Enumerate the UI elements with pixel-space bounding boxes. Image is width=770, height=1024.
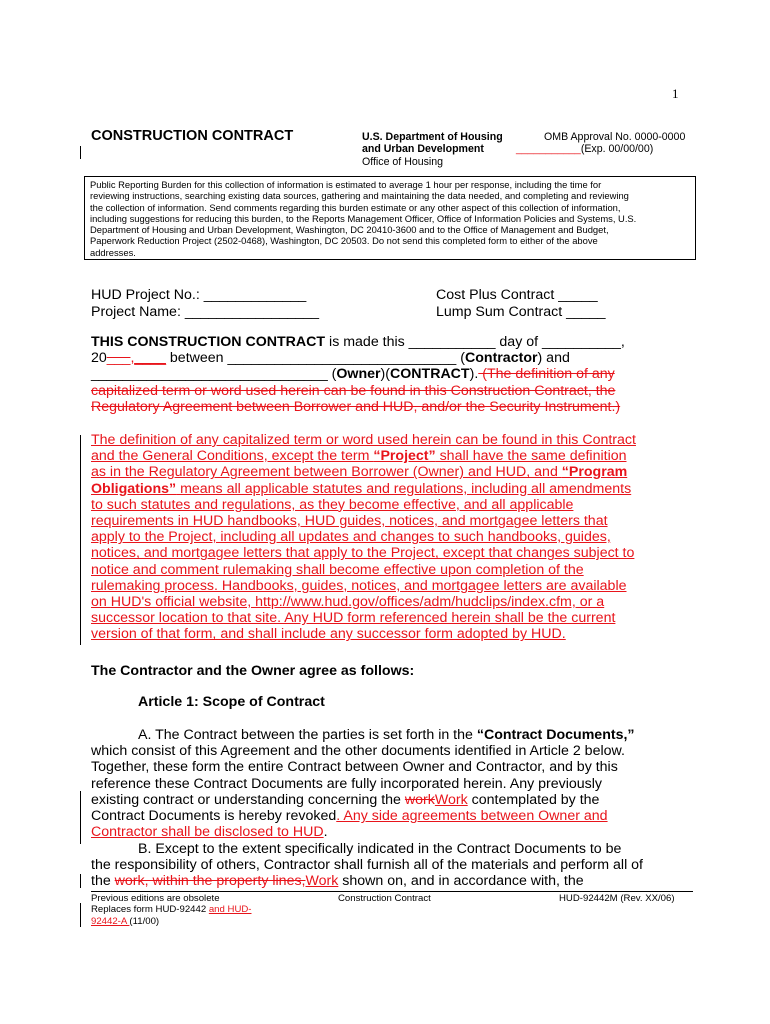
public-burden-statement xyxy=(84,176,696,260)
paragraph-text: Together, these form the entire Contract between Owner and Contractor, and by this xyxy=(91,759,618,776)
burden-line: addresses. xyxy=(90,246,136,258)
definition-line: as in the Regulatory Agreement between Borrower (Owner) and HUD, and xyxy=(91,464,562,481)
deleted-text: capitalized term or word used herein can be found in this Construction Contract, the xyxy=(91,382,616,399)
burden-line: Public Reporting Burden for this collection of information is estimated to average 1 hour per response, including the time for xyxy=(90,179,602,190)
definition-line: notice and comment rulemaking shall become effective upon completion of the xyxy=(91,561,584,578)
change-bar xyxy=(80,791,81,844)
inserted-text: Work xyxy=(434,791,468,808)
footer-text: Previous editions are obsolete xyxy=(91,893,220,904)
paragraph-text: B. Except to the extent specifically indicated in the Contract Documents to be xyxy=(138,841,622,857)
contract-term: CONTRACT xyxy=(390,366,470,383)
definition-line: shall have the same definition xyxy=(435,448,627,465)
paragraph-text: Contract Documents is hereby revoked xyxy=(91,808,337,825)
deleted-text: (The definition of any xyxy=(478,366,615,383)
paragraph-text: existing contract or understanding concerning the xyxy=(91,791,405,808)
inserted-text: , xyxy=(130,350,135,367)
inserted-text: ____ xyxy=(134,350,166,367)
contract-type-fields xyxy=(436,287,606,320)
footer-center: Construction Contract xyxy=(338,893,431,904)
cost-plus-field[interactable]: Cost Plus Contract _____ xyxy=(436,287,598,303)
form-title: CONSTRUCTION CONTRACT xyxy=(91,128,294,144)
owner-term: Owner xyxy=(336,366,381,383)
deleted-text: Regulatory Agreement between Borrower and HUD, and/or the Security Instrument.) xyxy=(91,398,621,415)
inserted-text: Contractor shall be disclosed to HUD xyxy=(91,824,324,841)
deleted-text: work, within the property lines, xyxy=(114,873,306,890)
page-number: 1 xyxy=(672,86,679,101)
definition-line: The definition of any capitalized term or word used herein can be found in this Contract xyxy=(91,432,636,448)
intro-text: 20 xyxy=(91,350,107,367)
burden-line: including suggestions for reducing this burden, to the Reports Management Officer, Office of Information Policies and Systems, U.S. xyxy=(90,212,637,224)
inserted-text: Work xyxy=(305,873,339,890)
agency-line: and Urban Development xyxy=(362,143,484,156)
paragraph-text: contemplated by the xyxy=(467,791,600,808)
definition-line: apply to the Project, including all updates and changes to such handbooks, guides, xyxy=(91,529,611,546)
lump-sum-field[interactable]: Lump Sum Contract _____ xyxy=(436,303,606,320)
deleted-text: ___ xyxy=(106,350,131,367)
change-bar xyxy=(80,146,81,159)
article-1-heading: Article 1: Scope of Contract xyxy=(138,694,325,710)
program-term: “Program xyxy=(561,464,628,481)
burden-line: the collection of information. Send comments regarding this burden estimate or any other aspect of this collection of information, xyxy=(90,201,621,213)
intro-text: ) and xyxy=(537,350,570,367)
footer-text: (11/00) xyxy=(129,915,160,927)
paragraph-text: the responsibility of others, Contractor shall furnish all of the materials and perform all of xyxy=(91,857,643,874)
paragraph-text: reference these Contract Documents are fully incorporated herein. Any previously xyxy=(91,775,603,792)
footer-left xyxy=(91,893,252,927)
footer-form-number: HUD-92442M (Rev. XX/06) xyxy=(559,893,675,904)
paragraph-a xyxy=(91,727,635,840)
paragraph-text: A. The Contract between the parties is set forth in the xyxy=(138,727,477,743)
burden-line: reviewing instructions, searching existing data sources, gathering and maintaining the data needed, and completing and reviewing xyxy=(90,190,629,202)
deleted-text: work xyxy=(404,791,435,808)
inserted-text: 92442-A xyxy=(91,915,130,927)
project-fields xyxy=(91,287,319,320)
paragraph-text: the xyxy=(91,873,115,890)
burden-line: Paperwork Reduction Project (2502-0468), Washington, DC 20503. Do not send this completed form to either of the above xyxy=(90,235,598,247)
paragraph-b xyxy=(91,841,643,890)
agency-line: U.S. Department of Housing xyxy=(362,131,503,143)
definition-line: on HUD's official website, http://www.hud.gov/offices/adm/hudclips/index.cfm, or a xyxy=(91,594,605,611)
intro-paragraph xyxy=(91,334,625,415)
exp-date: (Exp. 00/00/00) xyxy=(580,143,654,156)
definition-paragraph xyxy=(91,432,636,643)
definition-line: rulemaking process. Handbooks, guides, notices, and mortgagee letters are available xyxy=(91,577,627,594)
agency-block xyxy=(362,131,503,168)
footer-text: Replaces form HUD-92442 xyxy=(91,904,209,916)
change-bar xyxy=(80,903,81,927)
burden-line: Department of Housing and Urban Development, Washington, DC 20410-3600 and to the Office of Management and Budget, xyxy=(90,224,609,236)
paragraph-text: . xyxy=(323,824,328,841)
contract-documents-term: “Contract Documents,” xyxy=(476,727,635,743)
omb-block xyxy=(516,131,686,156)
definition-line: version of that form, and shall include any successor form adopted by HUD. xyxy=(91,626,566,643)
definition-line: to such statutes and regulations, as they become effective, and all applicable xyxy=(91,496,574,513)
contractor-term: Contractor xyxy=(464,350,538,367)
definition-line: and the General Conditions, except the term xyxy=(91,448,374,465)
omb-approval: OMB Approval No. 0000-0000 xyxy=(544,131,686,143)
project-name-field[interactable]: Project Name: _________________ xyxy=(91,303,319,320)
project-term: “Project” xyxy=(373,448,436,465)
change-bar xyxy=(80,874,81,888)
agency-line: Office of Housing xyxy=(362,155,444,168)
intro-bold: THIS CONSTRUCTION CONTRACT xyxy=(91,334,326,350)
hud-project-no-field[interactable]: HUD Project No.: _____________ xyxy=(91,287,307,303)
change-bar xyxy=(80,435,81,645)
paragraph-text: shown on, and in accordance with, the xyxy=(338,873,584,890)
inserted-text: . Any side agreements between Owner and xyxy=(336,808,608,825)
obligations-term: Obligations” xyxy=(91,480,177,497)
intro-text: is made this ___________ day of __________, xyxy=(325,334,625,350)
intro-text: )( xyxy=(380,366,390,383)
intro-text: ). xyxy=(469,366,479,383)
paragraph-text: which consist of this Agreement and the other documents identified in Article 2 below. xyxy=(91,743,625,760)
exp-blank: ___________ xyxy=(516,143,581,156)
intro-text: between _____________________________ ( xyxy=(165,350,465,367)
inserted-text: and HUD- xyxy=(208,904,252,916)
intro-text: ______________________________ ( xyxy=(91,366,337,383)
footer-rule xyxy=(91,891,693,892)
definition-line: notices, and mortgagee letters that apply to the Project, except that changes subject to xyxy=(91,545,635,562)
agreement-heading: The Contractor and the Owner agree as follows: xyxy=(91,663,415,679)
definition-line: means all applicable statutes and regulations, including all amendments xyxy=(176,480,632,497)
definition-line: successor location to that site. Any HUD form referenced herein shall be the current xyxy=(91,610,616,627)
definition-line: requirements in HUD handbooks, HUD guides, notices, and mortgagee letters that xyxy=(91,513,608,530)
